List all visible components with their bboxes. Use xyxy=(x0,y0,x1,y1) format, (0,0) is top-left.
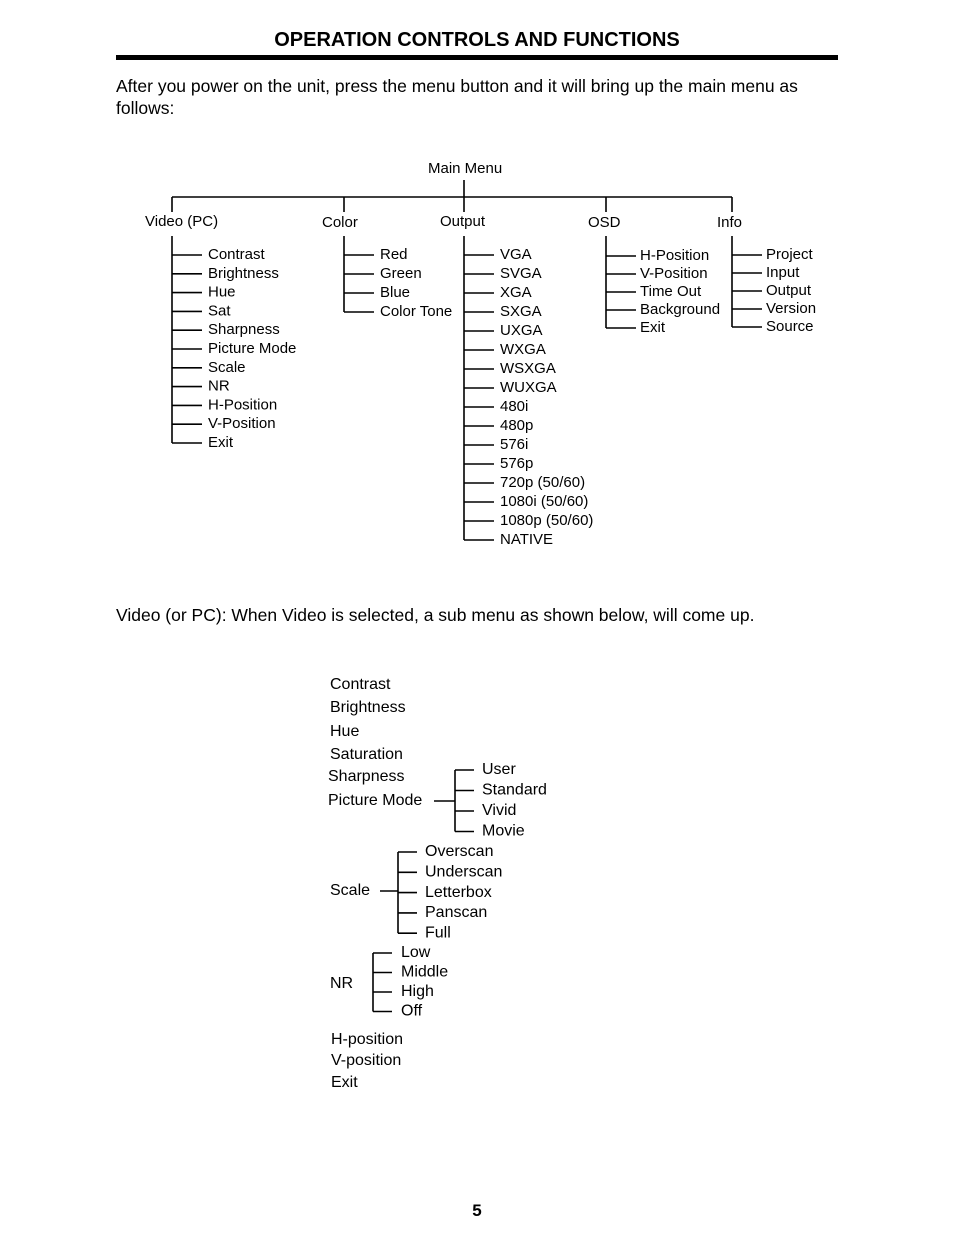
video-submenu-option: Off xyxy=(401,1002,423,1020)
branch-2-item: SVGA xyxy=(500,264,542,282)
branch-2-item: 480p xyxy=(500,416,534,434)
branch-2-item: UXGA xyxy=(500,321,543,339)
branch-2-item: VGA xyxy=(500,245,532,263)
video-submenu-option: Overscan xyxy=(425,843,494,861)
page-title: OPERATION CONTROLS AND FUNCTIONS xyxy=(274,29,680,51)
video-submenu-item: Hue xyxy=(330,723,360,741)
branch-4-item: Input xyxy=(766,263,800,281)
branch-2-item: 1080i (50/60) xyxy=(500,492,589,510)
video-submenu-option: Low xyxy=(401,944,431,962)
branch-0-item: Picture Mode xyxy=(208,339,297,357)
branch-2-item: XGA xyxy=(500,283,532,301)
branch-1-item: Blue xyxy=(380,283,411,301)
video-submenu-item: Sharpness xyxy=(328,768,405,786)
branch-2-item: 576i xyxy=(500,435,529,453)
branch-3-item: H-Position xyxy=(640,246,710,264)
video-submenu-option: Vivid xyxy=(482,802,517,820)
video-submenu-option: Standard xyxy=(482,781,547,799)
branch-0-item: Sat xyxy=(208,302,231,320)
branch-0-item: V-Position xyxy=(208,415,276,433)
main-menu-branch-4-label: Info xyxy=(717,213,743,231)
branch-3-item: Background xyxy=(640,300,721,318)
branch-3-item: Time Out xyxy=(640,282,702,300)
video-submenu-option: Full xyxy=(425,924,451,942)
branch-2-item: WSXGA xyxy=(500,359,556,377)
branch-4-item: Project xyxy=(766,245,813,263)
video-submenu-item: Contrast xyxy=(330,676,391,694)
video-submenu-item: Saturation xyxy=(330,746,403,764)
branch-1-item: Color Tone xyxy=(380,302,453,320)
main-menu-root-label: Main Menu xyxy=(428,159,503,177)
branch-0-item: NR xyxy=(208,377,230,395)
branch-2-item: NATIVE xyxy=(500,530,554,548)
main-menu-branch-2-label: Output xyxy=(440,212,486,230)
branch-4-item: Output xyxy=(766,281,812,299)
branch-2-item: 576p xyxy=(500,454,534,472)
branch-0-item: H-Position xyxy=(208,396,278,414)
branch-2-item: WUXGA xyxy=(500,378,557,396)
branch-3-item: V-Position xyxy=(640,264,708,282)
branch-0-item: Exit xyxy=(208,433,234,451)
video-submenu-item: Picture Mode xyxy=(328,792,423,810)
video-submenu-description: Video (or PC): When Video is selected, a sub menu as shown below, will come up. xyxy=(116,605,755,625)
main-menu-branch-1-label: Color xyxy=(322,213,358,231)
branch-3-item: Exit xyxy=(640,318,666,336)
branch-2-item: 1080p (50/60) xyxy=(500,511,594,529)
video-submenu-option: Movie xyxy=(482,822,525,840)
video-submenu-option: Middle xyxy=(401,963,449,981)
branch-0-item: Contrast xyxy=(208,245,265,263)
video-submenu-option: User xyxy=(482,761,516,779)
branch-2-item: 480i xyxy=(500,397,529,415)
video-submenu-item: Exit xyxy=(331,1074,358,1092)
branch-2-item: SXGA xyxy=(500,302,542,320)
main-menu-branch-3-label: OSD xyxy=(588,213,621,231)
branch-0-item: Hue xyxy=(208,283,236,301)
video-submenu-item: V-position xyxy=(331,1052,402,1070)
video-submenu-item: NR xyxy=(330,975,354,993)
branch-0-item: Sharpness xyxy=(208,321,280,339)
video-submenu-item: H-position xyxy=(331,1031,404,1049)
video-submenu-item: Scale xyxy=(330,882,371,900)
branch-0-item: Brightness xyxy=(208,264,279,282)
branch-4-item: Source xyxy=(766,317,814,335)
branch-1-item: Green xyxy=(380,264,422,282)
page-number: 5 xyxy=(472,1201,482,1220)
intro-paragraph: After you power on the unit, press the menu button and it will bring up the main menu as follows: xyxy=(116,76,798,118)
video-submenu-option: High xyxy=(401,983,434,1001)
video-submenu-item: Brightness xyxy=(330,699,406,717)
branch-0-item: Scale xyxy=(208,358,246,376)
branch-1-item: Red xyxy=(380,245,408,263)
branch-2-item: 720p (50/60) xyxy=(500,473,586,491)
video-submenu-option: Underscan xyxy=(425,863,503,881)
main-menu-branch-0-label: Video (PC) xyxy=(145,212,219,230)
video-submenu-option: Letterbox xyxy=(425,883,492,901)
branch-4-item: Version xyxy=(766,299,817,317)
video-submenu-option: Panscan xyxy=(425,904,488,922)
branch-2-item: WXGA xyxy=(500,340,546,358)
